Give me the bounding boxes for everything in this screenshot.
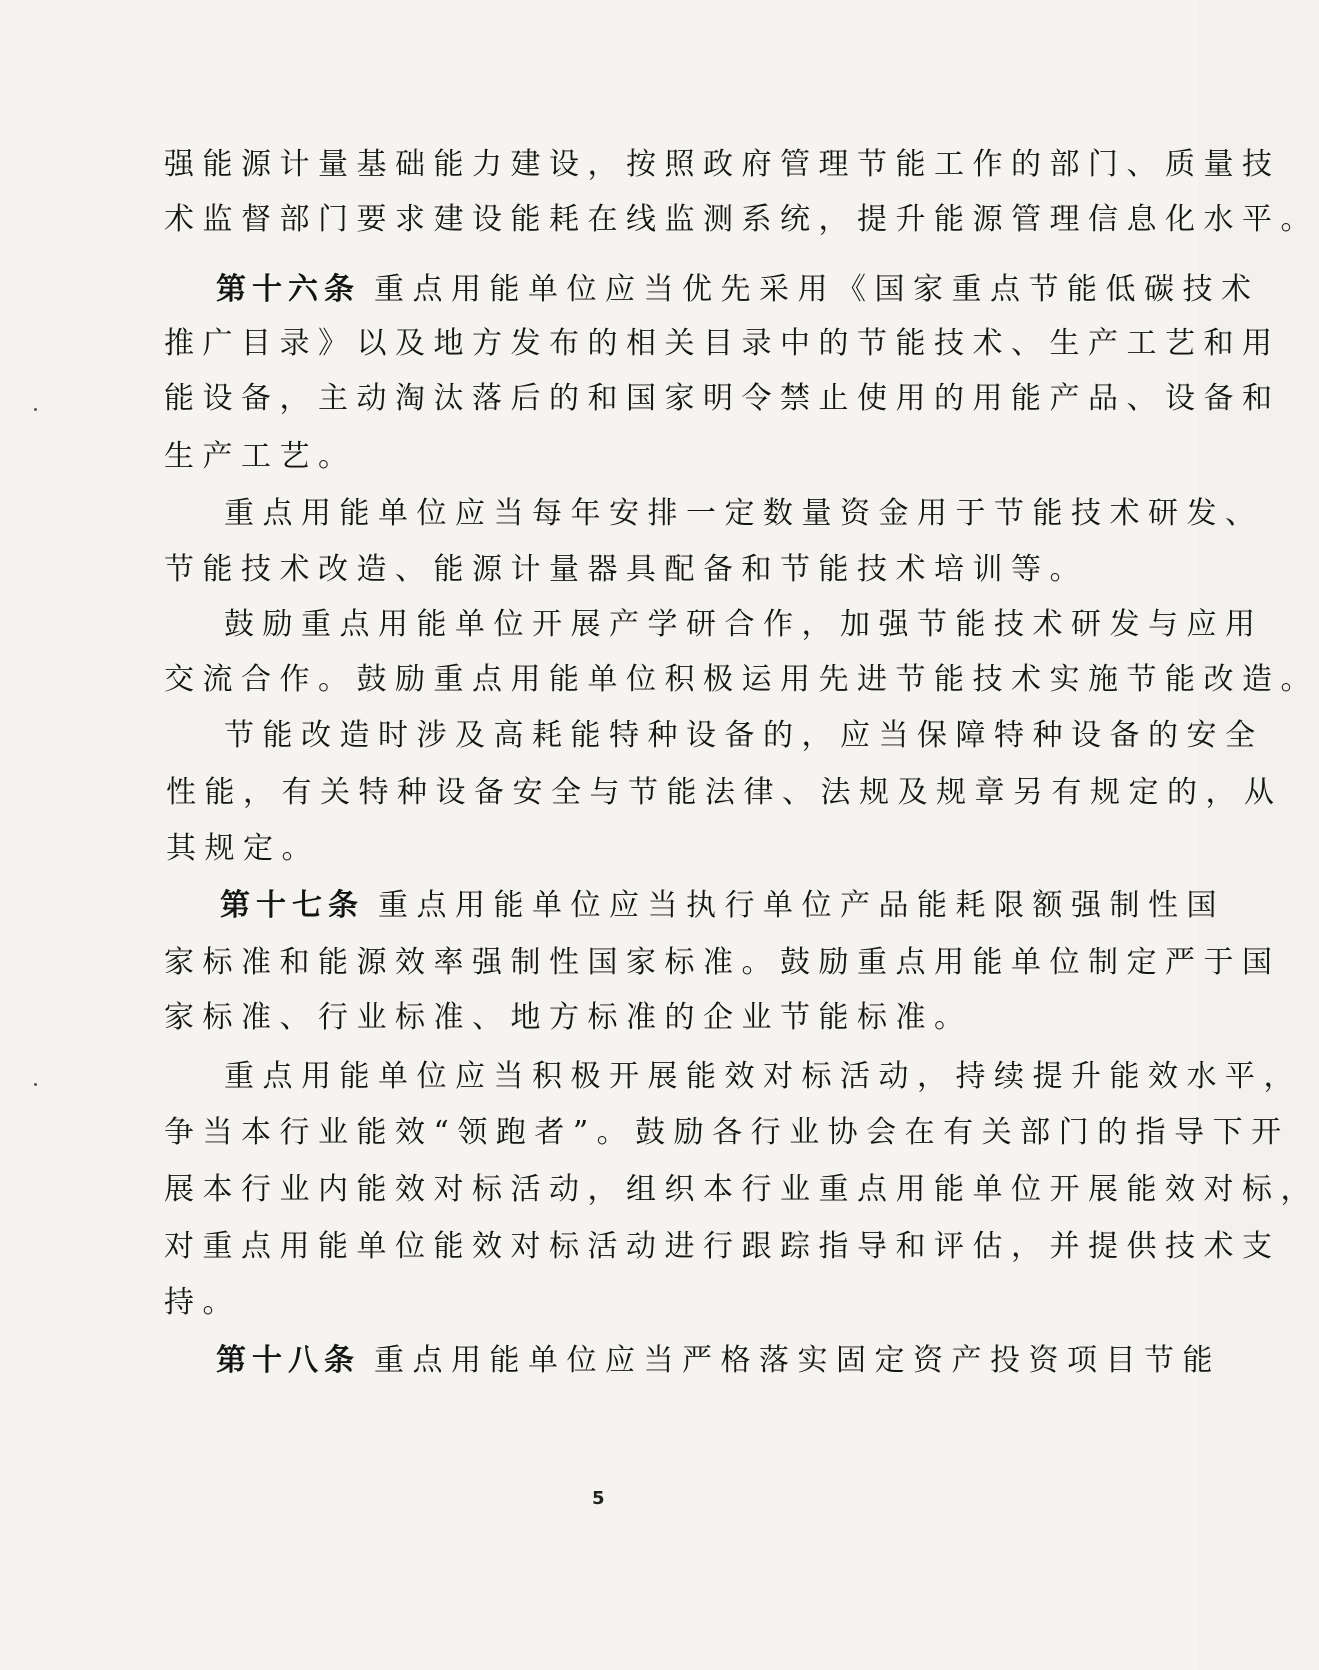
text-line: 展本行业内能效对标活动，组织本行业重点用能单位开展能效对标， [164,1172,1319,1207]
scan-speck [34,1083,37,1086]
page-number: 5 [592,1488,605,1509]
text-line: 重点用能单位应当优先采用《国家重点节能低碳技术 [374,272,1260,307]
text-line: 重点用能单位应当执行单位产品能耗限额强制性国 [378,888,1225,923]
article-16-line [216,270,1260,310]
text-line: 其规定。 [166,831,320,866]
text-line: 重点用能单位应当每年安排一定数量资金用于节能技术研发、 [224,496,1264,531]
text-line: 生产工艺。 [164,439,357,474]
article-18-label: 第十八条 [216,1343,360,1378]
text-line: 对重点用能单位能效对标活动进行跟踪指导和评估，并提供技术支 [164,1229,1281,1264]
text-line: 持。 [164,1285,241,1320]
article-16-label: 第十六条 [216,272,360,307]
article-17-label: 第十七条 [220,888,364,923]
text-line: 术监督部门要求建设能耗在线监测系统，提升能源管理信息化水平。 [164,202,1319,237]
text-line: 节能改造时涉及高耗能特种设备的，应当保障特种设备的安全 [224,718,1264,753]
text-line: 节能技术改造、能源计量器具配备和节能技术培训等。 [164,552,1088,587]
text-line: 强能源计量基础能力建设，按照政府管理节能工作的部门、质量技 [164,147,1281,182]
text-line: 争当本行业能效“领跑者”。鼓励各行业协会在有关部门的指导下开 [164,1115,1290,1150]
scan-speck [34,408,37,411]
text-line: 重点用能单位应当严格落实固定资产投资项目节能 [374,1343,1221,1378]
article-17-line [220,886,1225,926]
text-line: 推广目录》以及地方发布的相关目录中的节能技术、生产工艺和用 [164,326,1281,361]
article-18-line [216,1341,1221,1381]
text-line: 性能，有关特种设备安全与节能法律、法规及规章另有规定的，从 [166,775,1283,810]
text-line: 家标准和能源效率强制性国家标准。鼓励重点用能单位制定严于国 [164,945,1281,980]
text-line: 鼓励重点用能单位开展产学研合作，加强节能技术研发与应用 [224,607,1264,642]
text-line: 重点用能单位应当积极开展能效对标活动，持续提升能效水平， [224,1059,1302,1094]
text-line: 家标准、行业标准、地方标准的企业节能标准。 [164,1000,973,1035]
text-line: 能设备，主动淘汰落后的和国家明令禁止使用的用能产品、设备和 [164,381,1281,416]
text-line: 交流合作。鼓励重点用能单位积极运用先进节能技术实施节能改造。 [164,662,1319,697]
